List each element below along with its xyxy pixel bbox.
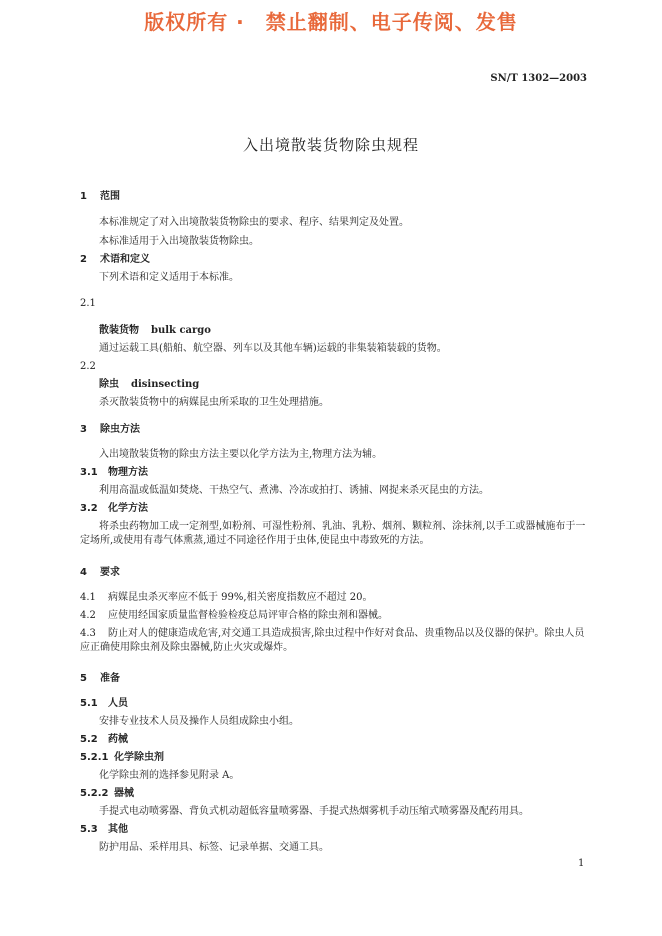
section-1-heading	[80, 190, 120, 204]
standard-number: SN/T 1302—2003	[490, 73, 587, 84]
subsection-title: 器械	[114, 788, 134, 799]
section-number: 4	[80, 567, 87, 578]
paragraph: 本标准规定了对入出境散装货物除虫的要求、程序、结果判定及处置。	[99, 217, 409, 228]
section-number: 1	[80, 191, 87, 202]
requirement-item	[80, 591, 373, 605]
paragraph: 化学除虫剂的选择参见附录 A。	[99, 770, 240, 781]
subsection-number: 5.2	[80, 734, 98, 745]
term-number: 2.1	[80, 298, 96, 309]
paragraph: 下列术语和定义适用于本标准。	[99, 272, 239, 283]
page-number: 1	[578, 858, 585, 869]
term-zh: 除虫	[99, 379, 119, 390]
paragraph: 本标准适用于入出境散装货物除虫。	[99, 236, 259, 247]
term-definition: 通过运载工具(船舶、航空器、列车以及其他车辆)运载的非集装箱装载的货物。	[99, 343, 447, 354]
item-number: 4.2	[80, 610, 96, 621]
term-entry	[99, 324, 211, 338]
requirement-item	[80, 609, 388, 623]
section-4-heading	[80, 566, 120, 580]
paragraph: 入出境散装货物的除虫方法主要以化学方法为主,物理方法为辅。	[99, 449, 383, 460]
section-3-heading	[80, 423, 140, 437]
subsection-3-2-heading	[80, 502, 148, 516]
subsection-title: 药械	[108, 734, 128, 745]
subsection-title: 物理方法	[108, 467, 148, 478]
item-number: 4.3	[80, 628, 96, 639]
term-en: disinsecting	[131, 379, 200, 390]
item-text: 病媒昆虫杀灭率应不低于 99%,相关密度指数应不超过 20。	[108, 592, 373, 603]
term-definition: 杀灭散装货物中的病媒昆虫所采取的卫生处理措施。	[99, 397, 329, 408]
section-title: 术语和定义	[100, 254, 150, 265]
section-number: 5	[80, 673, 87, 684]
subsection-5-2-1-heading	[80, 751, 164, 765]
subsection-5-1-heading	[80, 697, 128, 711]
term-entry	[99, 378, 199, 392]
subsection-5-2-heading	[80, 733, 128, 747]
section-title: 范围	[100, 191, 120, 202]
item-text: 防止对人的健康造成危害,对交通工具造成损害,除虫过程中作好对食品、贵重物品以及仪器的保护。除虫人员应正确使用除虫剂及除虫器械,防止火灾或爆炸。	[80, 628, 585, 653]
section-title: 要求	[100, 567, 120, 578]
term-zh: 散装货物	[99, 325, 139, 336]
subsection-title: 化学除虫剂	[114, 752, 164, 763]
paragraph: 利用高温或低温如焚烧、干热空气、煮沸、冷冻或拍打、诱捕、网捉来杀灭昆虫的方法。	[99, 485, 489, 496]
section-title: 除虫方法	[100, 424, 140, 435]
subsection-title: 人员	[108, 698, 128, 709]
subsection-number: 3.2	[80, 503, 98, 514]
item-text: 应使用经国家质量监督检验检疫总局评审合格的除虫剂和器械。	[108, 610, 388, 621]
paragraph: 将杀虫药物加工成一定剂型,如粉剂、可湿性粉剂、乳油、乳粉、烟剂、颗粒剂、涂抹剂,以手工或器械施布于一定场所,或使用有毒气体熏蒸,通过不同途径作用于虫体,使昆虫中毒致死的方法。	[80, 521, 586, 546]
section-number: 3	[80, 424, 87, 435]
subsection-title: 其他	[108, 824, 128, 835]
subsection-5-2-2-heading	[80, 787, 134, 801]
item-number: 4.1	[80, 592, 96, 603]
section-title: 准备	[100, 673, 120, 684]
subsection-3-1-heading	[80, 466, 148, 480]
subsection-5-3-heading	[80, 823, 128, 837]
section-2-heading	[80, 253, 150, 267]
section-5-heading	[80, 672, 120, 686]
term-en: bulk cargo	[151, 325, 211, 336]
subsection-number: 5.2.1	[80, 752, 109, 763]
copyright-watermark: 版权所有 · 禁止翻制、电子传阅、发售	[144, 10, 518, 34]
subsection-number: 5.3	[80, 824, 98, 835]
term-number: 2.2	[80, 361, 96, 372]
subsection-number: 5.2.2	[80, 788, 109, 799]
paragraph: 手提式电动喷雾器、背负式机动超低容量喷雾器、手提式热烟雾机手动压缩式喷雾器及配药用具。	[99, 806, 529, 817]
subsection-title: 化学方法	[108, 503, 148, 514]
document-title: 入出境散装货物除虫规程	[242, 136, 419, 154]
subsection-number: 3.1	[80, 467, 98, 478]
paragraph: 防护用品、采样用具、标签、记录单据、交通工具。	[99, 842, 329, 853]
section-number: 2	[80, 254, 87, 265]
subsection-number: 5.1	[80, 698, 98, 709]
requirement-item	[80, 627, 590, 655]
paragraph: 安排专业技术人员及操作人员组成除虫小组。	[99, 716, 299, 727]
